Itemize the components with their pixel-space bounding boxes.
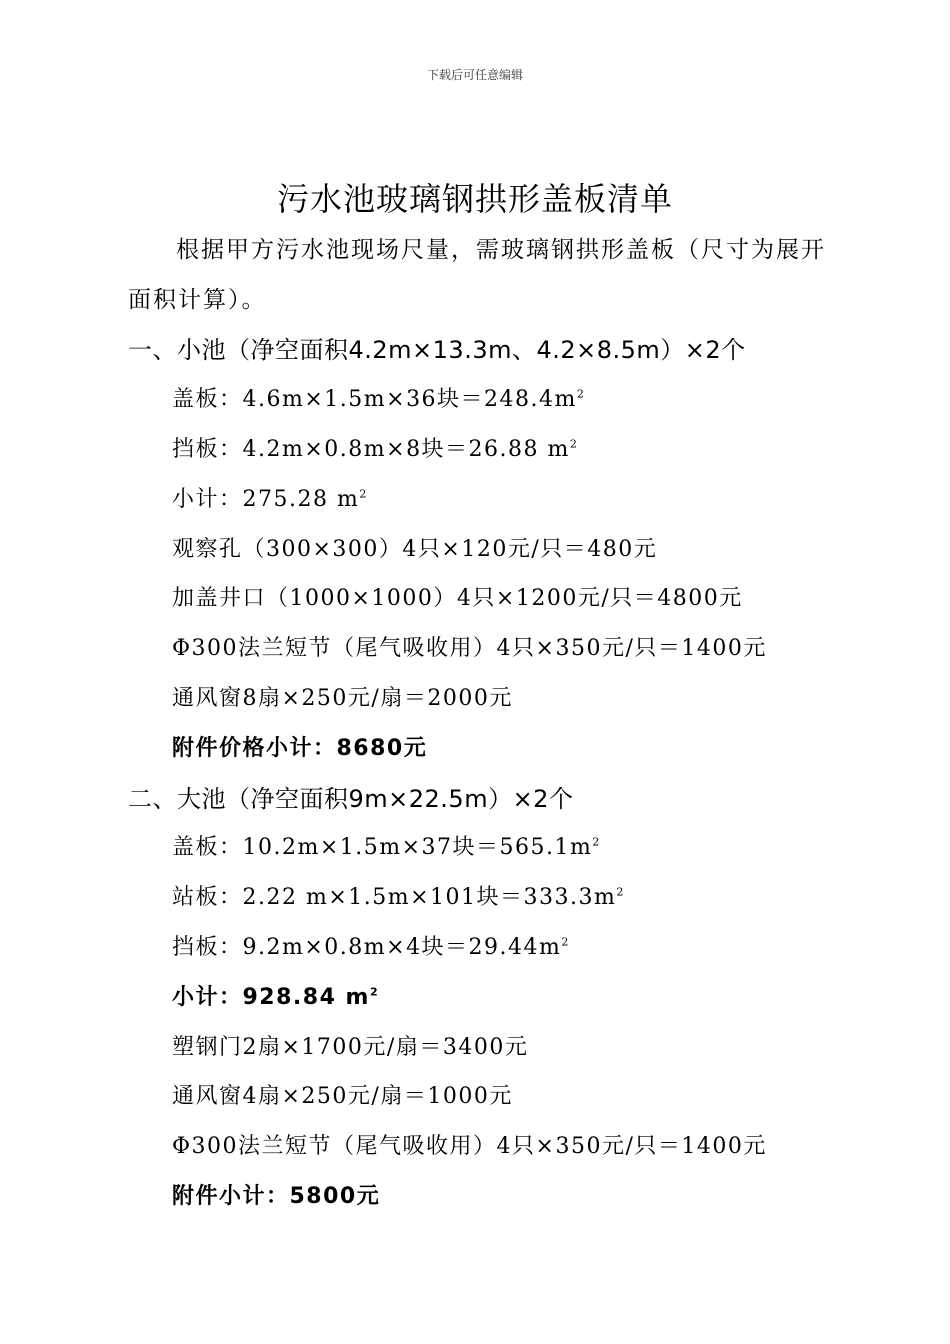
- section1-subtotal-line: [172, 482, 368, 513]
- section2-flange: Φ300法兰短节（尾气吸收用）4只×350元/只＝1400元: [172, 1134, 767, 1159]
- superscript-2: 2: [561, 935, 570, 949]
- section1-heading: 一、小池（净空面积4.2m×13.3m、4.2×8.5m）×2个: [128, 336, 746, 364]
- section2-baffle-text: 挡板：9.2m×0.8m×4块＝29.44m: [172, 935, 562, 960]
- section1-cover-line: [172, 382, 585, 413]
- section1-vent-window: 通风窗8扇×250元/扇＝2000元: [172, 686, 513, 711]
- superscript-2: 2: [592, 835, 601, 849]
- section1-subtotal-text: 小计：275.28 m: [172, 487, 360, 512]
- document-title: 污水池玻璃钢拱形盖板清单: [276, 180, 673, 218]
- superscript-2: 2: [616, 885, 625, 899]
- section1-baffle-line: [172, 432, 578, 463]
- superscript-2: 2: [576, 387, 586, 401]
- section2-vent-window: 通风窗4扇×250元/扇＝1000元: [172, 1084, 513, 1109]
- superscript-2: 2: [569, 437, 579, 451]
- section2-cover-text: 盖板：10.2m×1.5m×37块＝565.1m: [172, 835, 593, 860]
- superscript-2: 2: [359, 487, 368, 501]
- section2-plastic-door: 塑钢门2扇×1700元/扇＝3400元: [172, 1035, 529, 1060]
- section2-accessory-subtotal: 附件小计：5800元: [172, 1184, 381, 1209]
- superscript-2: 2: [369, 985, 380, 999]
- section1-accessory-subtotal: 附件价格小计：8680元: [172, 736, 428, 761]
- section2-platform-line: [172, 880, 625, 911]
- section2-cover-line: [172, 830, 601, 861]
- section1-observation-hole: 观察孔（300×300）4只×120元/只＝480元: [172, 537, 658, 562]
- intro-paragraph: 根据甲方污水池现场尺量，需玻璃钢拱形盖板（尺寸为展开面积计算）。: [128, 237, 826, 313]
- section2-baffle-line: [172, 930, 570, 961]
- section2-platform-text: 站板：2.22 m×1.5m×101块＝333.3m: [172, 885, 617, 910]
- section2-subtotal-text: 小计：928.84 m: [172, 985, 370, 1010]
- section1-baffle-text: 挡板：4.2m×0.8m×8块＝26.88 m: [172, 437, 570, 462]
- header-note: 下载后可任意编辑: [426, 68, 523, 82]
- section1-manhole: 加盖井口（1000×1000）4只×1200元/只＝4800元: [172, 586, 743, 611]
- section2-subtotal-line: [172, 980, 379, 1011]
- section1-cover-text: 盖板：4.6m×1.5m×36块＝248.4m: [172, 387, 577, 412]
- section2-heading: 二、大池（净空面积9m×22.5m）×2个: [128, 785, 574, 813]
- section1-flange: Φ300法兰短节（尾气吸收用）4只×350元/只＝1400元: [172, 636, 767, 661]
